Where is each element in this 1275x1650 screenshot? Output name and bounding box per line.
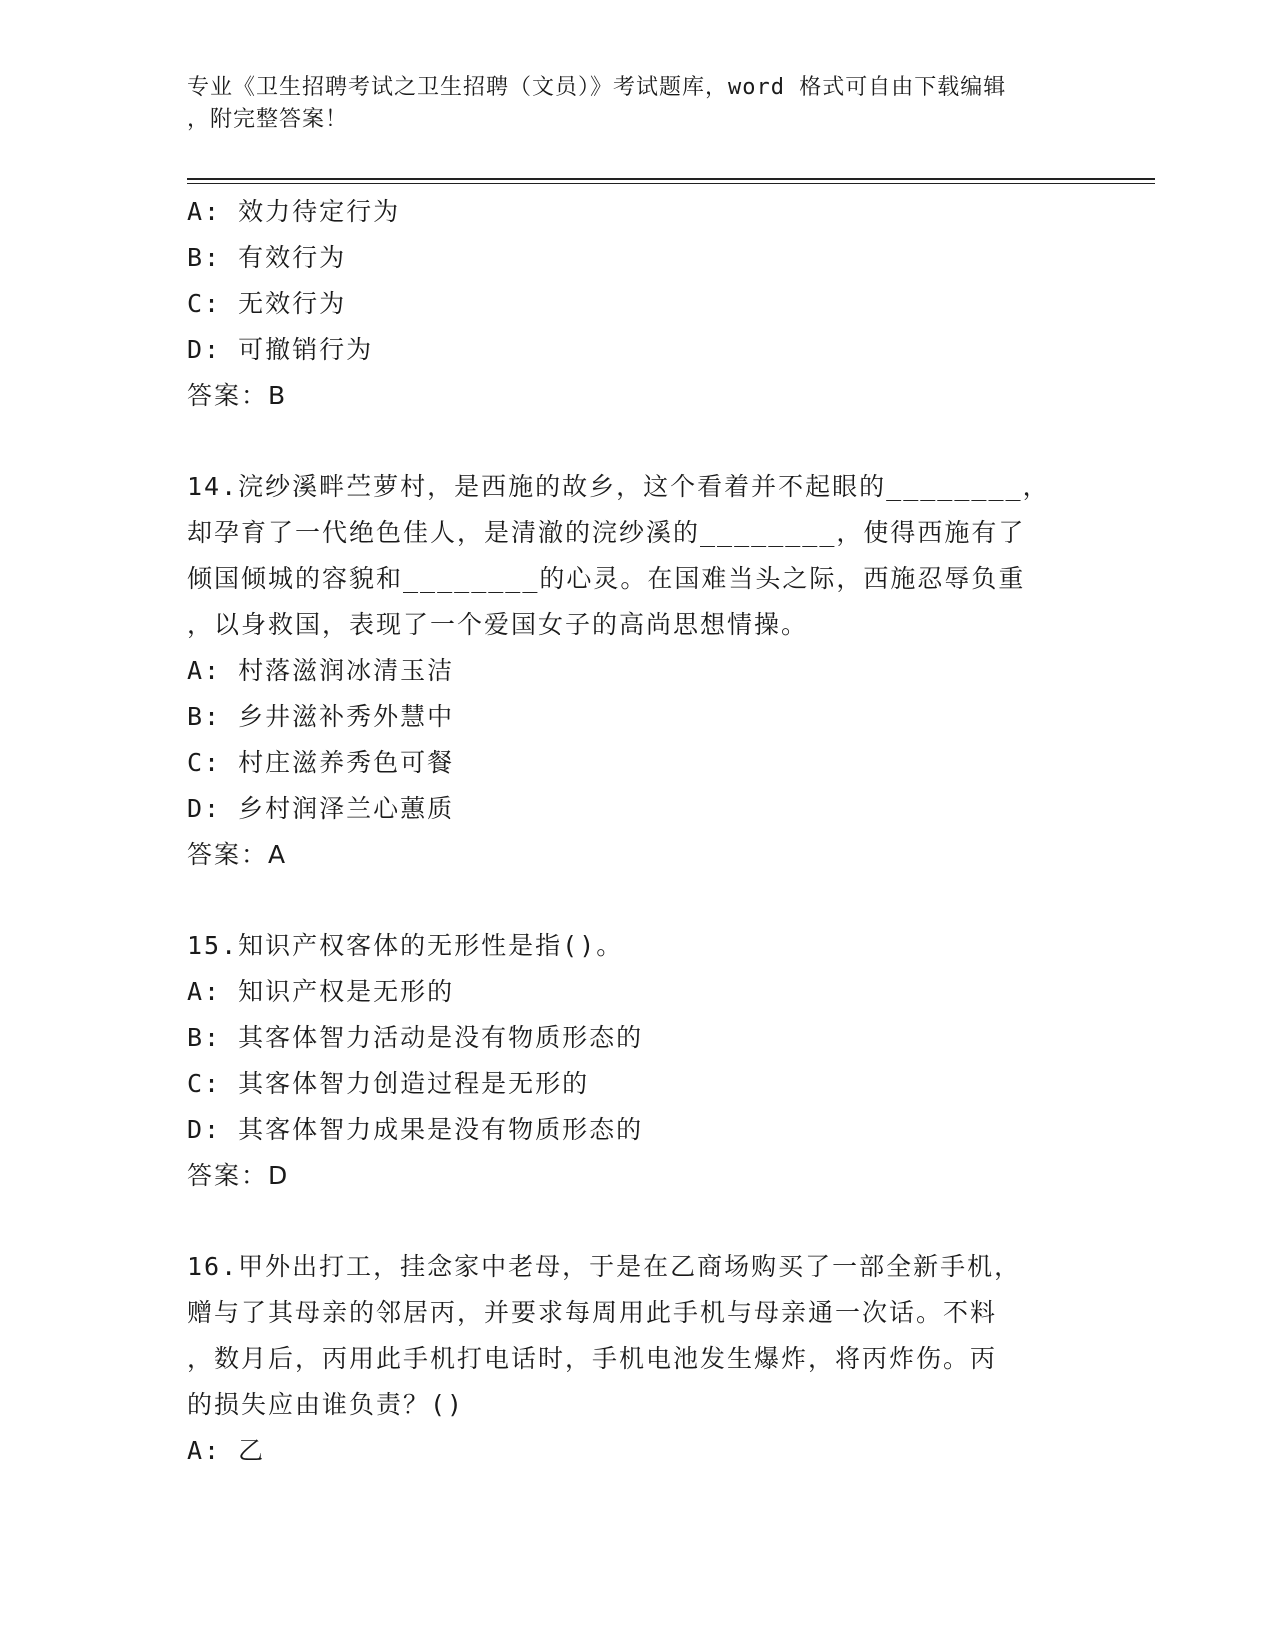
question-stem-line: 15.知识产权客体的无形性是指()。 [187,931,624,960]
question-stem-line: ，以身救国，表现了一个爱国女子的高尚思想情操。 [187,610,809,639]
answer: 答案：B [187,381,288,410]
answer: 答案：D [187,1161,290,1190]
question-stem-line: 16.甲外出打工，挂念家中老母，于是在乙商场购买了一部全新手机， [187,1252,1022,1281]
option-a: A: 乙 [187,1436,266,1465]
question-13 [187,189,1147,419]
header-rule-thin [187,183,1155,184]
option-d: D: 其客体智力成果是没有物质形态的 [187,1115,644,1144]
option-b: B: 其客体智力活动是没有物质形态的 [187,1023,644,1052]
header-rule-thick [187,178,1155,180]
option-b: B: 有效行为 [187,243,347,272]
option-a: A: 知识产权是无形的 [187,977,455,1006]
answer: 答案：A [187,840,288,869]
question-14 [187,464,1147,878]
question-16 [187,1244,1147,1474]
option-d: D: 可撤销行为 [187,335,374,364]
question-15 [187,923,1147,1199]
option-c: C: 其客体智力创造过程是无形的 [187,1069,590,1098]
option-c: C: 村庄滋养秀色可餐 [187,748,455,777]
option-c: C: 无效行为 [187,289,347,318]
option-a: A: 村落滋润冰清玉洁 [187,656,455,685]
question-stem-line: 14.浣纱溪畔苎萝村，是西施的故乡，这个看着并不起眼的________， [187,472,1050,501]
document-body [187,189,1147,1474]
question-stem-line: ，数月后，丙用此手机打电话时，手机电池发生爆炸，将丙炸伤。丙 [187,1344,998,1373]
question-stem-line: 倾国倾城的容貌和________的心灵。在国难当头之际，西施忍辱负重 [187,564,1026,593]
question-stem-line: 却孕育了一代绝色佳人，是清澈的浣纱溪的________，使得西施有了 [187,518,1026,547]
document-header [187,72,1067,136]
option-a: A: 效力待定行为 [187,197,401,226]
question-stem-line: 赠与了其母亲的邻居丙，并要求每周用此手机与母亲通一次话。不料 [187,1298,998,1327]
header-line-2: ，附完整答案！ [187,107,349,132]
option-d: D: 乡村润泽兰心蕙质 [187,794,455,823]
question-stem-line: 的损失应由谁负责？() [187,1390,465,1419]
header-line-1: 专业《卫生招聘考试之卫生招聘（文员）》考试题库，word 格式可自由下载编辑 [187,75,1007,100]
option-b: B: 乡井滋补秀外慧中 [187,702,455,731]
